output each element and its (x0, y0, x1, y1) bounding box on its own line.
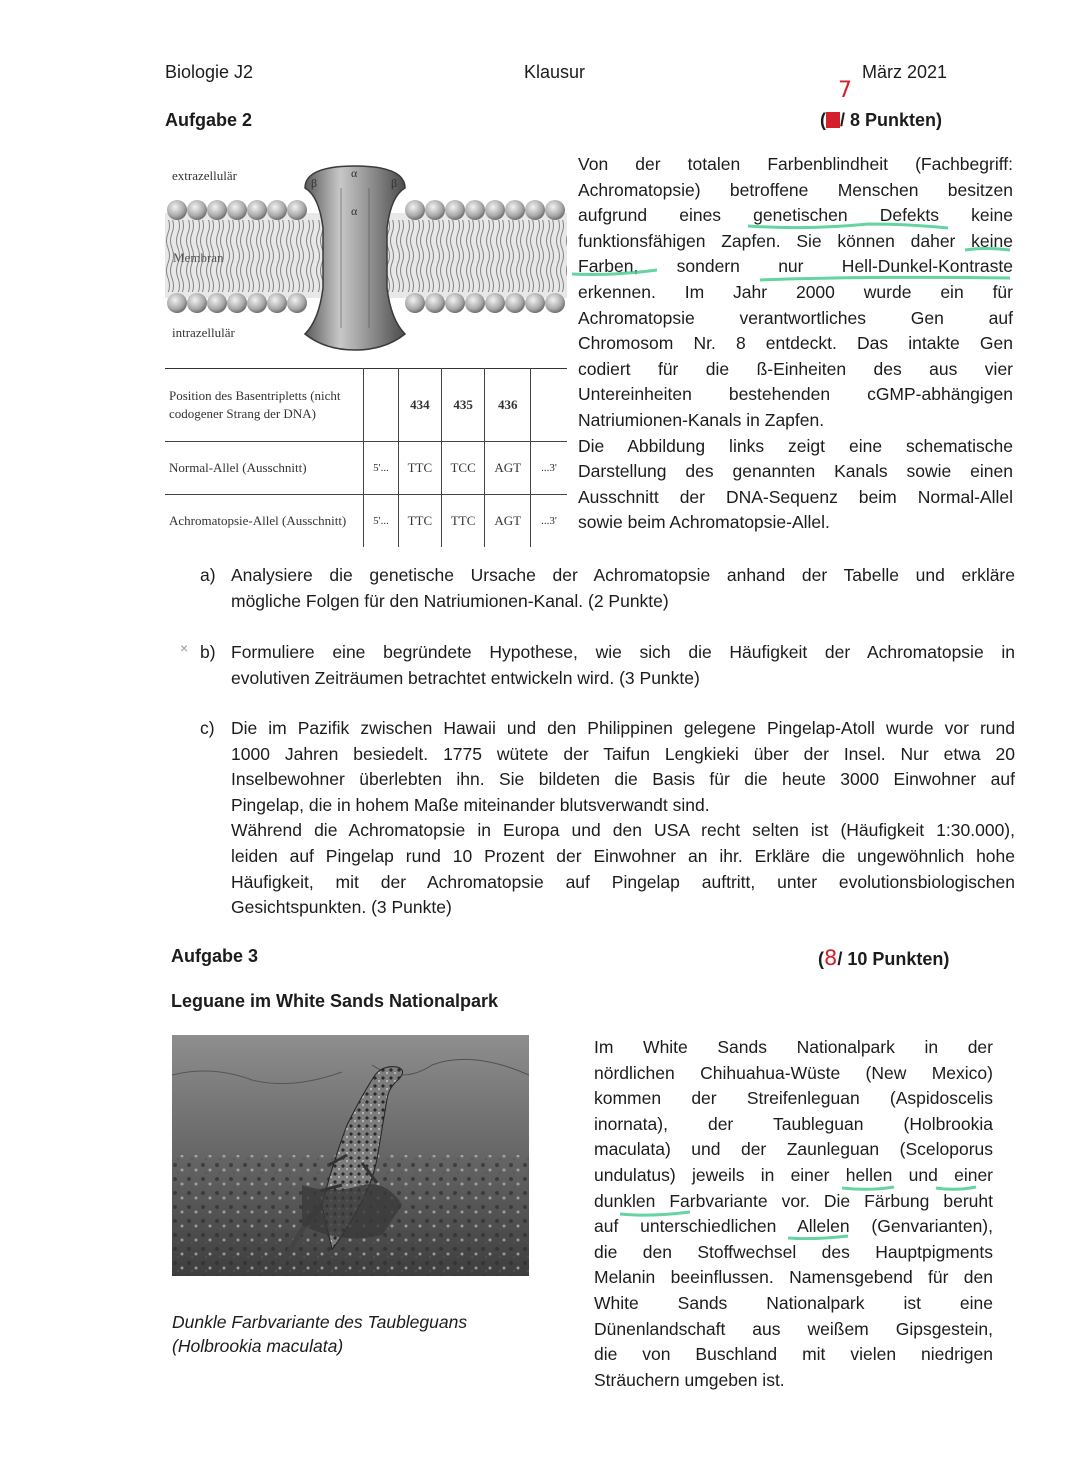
task-c (200, 716, 1015, 921)
header-type: Klausur (524, 62, 586, 82)
text-line: Von der totalen Farbenblindheit (Fachbegriff: (578, 154, 1013, 174)
row-end: ...3' (531, 442, 568, 495)
beta-subunit-label-left: β (311, 176, 318, 190)
label-extracellular: extrazellulär (172, 168, 237, 183)
lizard-photo (172, 1035, 529, 1276)
task-line: leiden auf Pingelap rund 10 Prozent der Einwohner an ihr. Erkläre die ungewöhnlich hohe (231, 845, 1015, 866)
text-line: maculata) und der Zaunleguan (Sceloporus (594, 1139, 993, 1160)
text-line: Die Abbildung links zeigt eine schematische (578, 435, 1013, 456)
codon: AGT (485, 495, 531, 548)
table-header-row (165, 369, 567, 442)
codon: AGT (485, 442, 531, 495)
task-line: Während die Achromatopsie in Europa und den USA recht selten ist (Häufigkeit 1:30.000), (231, 820, 1015, 841)
task-line: mögliche Folgen für den Natriumionen-Kanal. (2 Punkte) (231, 590, 669, 611)
task3-score-mark: 8 (824, 946, 838, 970)
text-line: nördlichen Chihuahua-Wüste (New Mexico) (594, 1062, 993, 1083)
table-row-normal (165, 442, 567, 495)
channel-figure (165, 158, 567, 358)
label-membrane: Membran (173, 250, 224, 265)
alpha-subunit-label-mid: α (351, 204, 358, 218)
row-start: 5'... (364, 442, 399, 495)
task-line: 1000 Jahren besiedelt. 1775 wütete der Taifun Lengkieki über der Insel. Nur etwa 20 (231, 743, 1015, 764)
text-line: Im White Sands Nationalpark in der (594, 1037, 993, 1057)
highlighter-marks (570, 200, 1020, 290)
text-line: funktionsfähigen Zapfen. Sie können daher keine (578, 230, 1013, 251)
text-line: Melanin beeinflussen. Namensgebend für den (594, 1267, 993, 1288)
table-header-label: Position des Basentripletts (nicht codogener Strang der DNA) (169, 388, 341, 421)
text-line: aufgrund eines genetischen Defekts keine (578, 205, 1013, 226)
table-header-blank-end (531, 369, 568, 442)
task-line: Analysiere die genetische Ursache der Achromatopsie anhand der Tabelle und erkläre (231, 565, 1015, 585)
text-line: sowie beim Achromatopsie-Allel. (578, 512, 830, 533)
text-line: Dünenlandschaft aus weißem Gipsgestein, (594, 1318, 993, 1339)
text-line: Untereinheiten bestehenden cGMP-abhängigen (578, 384, 1013, 405)
task3-title: Aufgabe 3 (171, 946, 259, 966)
position-434: 434 (399, 369, 442, 442)
photo-caption (172, 1310, 467, 1358)
text-line: die den Stoffwechsel des Hauptpigments (594, 1241, 993, 1262)
highlighter-marks-task3 (590, 1180, 1010, 1240)
row-label: Normal-Allel (Ausschnitt) (169, 460, 307, 475)
caption-line: Dunkle Farbvariante des Taubleguans (172, 1312, 468, 1332)
text-line: White Sands Nationalpark ist eine (594, 1292, 993, 1313)
lizard-image (172, 1035, 529, 1276)
row-label: Achromatopsie-Allel (Ausschnitt) (169, 513, 347, 528)
task-a (200, 563, 1015, 614)
task2-title: Aufgabe 2 (165, 110, 253, 130)
score-open: ( (820, 110, 826, 130)
text-line: auf unterschiedlichen Allelen (Genvarianten), (594, 1216, 993, 1237)
row-start: 5'... (364, 495, 399, 548)
label-intracellular: intrazellulär (172, 325, 235, 340)
caption-line: (Holbrookia maculata) (172, 1336, 344, 1356)
task-line: Pingelap, die in hohem Maße miteinander blutsverwandt sind. (231, 794, 710, 815)
position-435: 435 (441, 369, 485, 442)
task-line: Inselbewohner überlebten ihn. Sie bildeten die Basis für die heute 3000 Einwohner auf (231, 769, 1015, 790)
table-header-blank (364, 369, 399, 442)
task-line: Formuliere eine begründete Hypothese, wie sich die Häufigkeit der Achromatopsie in (231, 642, 1015, 662)
task3-score (818, 946, 949, 970)
task3-subtitle: Leguane im White Sands Nationalpark (171, 991, 499, 1011)
text-line: Chromosom Nr. 8 entdeckt. Das intakte Gen (578, 333, 1013, 354)
task-line: evolutiven Zeiträumen betrachtet entwickeln wird. (3 Punkte) (231, 667, 700, 688)
score-text: / 8 Punkten) (840, 110, 943, 130)
task-line: Gesichtspunkten. (3 Punkte) (231, 897, 452, 918)
text-line: undulatus) jeweils in einer hellen und einer (594, 1164, 993, 1185)
header-subject: Biologie J2 (165, 62, 254, 82)
text-line: die von Buschland mit vielen niedrigen (594, 1344, 993, 1365)
task-line: Häufigkeit, mit der Achromatopsie auf Pingelap auftritt, unter evolutionsbiologischen (231, 871, 1015, 892)
text-line: Ausschnitt der DNA-Sequenz beim Normal-Allel (578, 486, 1013, 507)
codon: TTC (399, 442, 442, 495)
score-open: ( (818, 949, 824, 969)
task-label: a) (200, 565, 216, 585)
text-line: Darstellung des genannten Kanals sowie einen (578, 461, 1013, 482)
text-line: inornata), der Taubleguan (Holbrookia (594, 1113, 993, 1134)
codon: TTC (441, 495, 485, 548)
codon: TCC (441, 442, 485, 495)
text-line: erkennen. Im Jahr 2000 wurde ein für (578, 281, 1013, 302)
text-line: Achromatopsie verantwortliches Gen auf (578, 307, 1013, 328)
dna-sequence-table (165, 368, 567, 547)
task2-score (820, 110, 942, 131)
text-line: Achromatopsie) betroffene Menschen besitzen (578, 179, 1013, 200)
row-end: ...3' (531, 495, 568, 548)
table-row-achromatopsia (165, 495, 567, 548)
alpha-subunit-label-top: α (351, 166, 358, 180)
beta-subunit-label-right: β (391, 176, 398, 190)
text-line: Sträuchern umgeben ist. (594, 1369, 785, 1390)
score-strikethrough-mark (826, 112, 840, 128)
codon: TTC (399, 495, 442, 548)
task2-score-mark: 7 (838, 78, 852, 103)
text-line: Farben, sondern nur Hell-Dunkel-Kontraste (578, 256, 1013, 277)
task-label: c) (200, 718, 215, 738)
task-b (200, 640, 1015, 691)
text-line: kommen der Streifenleguan (Aspidoscelis (594, 1088, 993, 1109)
task-line: Die im Pazifik zwischen Hawaii und den Philippinen gelegene Pingelap-Atoll wurde vor rund (231, 718, 1015, 738)
text-line: Natriumionen-Kanals in Zapfen. (578, 409, 825, 430)
score-text: / 10 Punkten) (837, 949, 950, 969)
text-line: dunklen Farbvariante vor. Die Färbung beruht (594, 1190, 993, 1211)
header-date: März 2021 (862, 62, 948, 82)
position-436: 436 (485, 369, 531, 442)
check-mark: × (180, 640, 189, 656)
task-label: b) (200, 642, 216, 662)
text-line: codiert für die ß-Einheiten des aus vier (578, 358, 1013, 379)
